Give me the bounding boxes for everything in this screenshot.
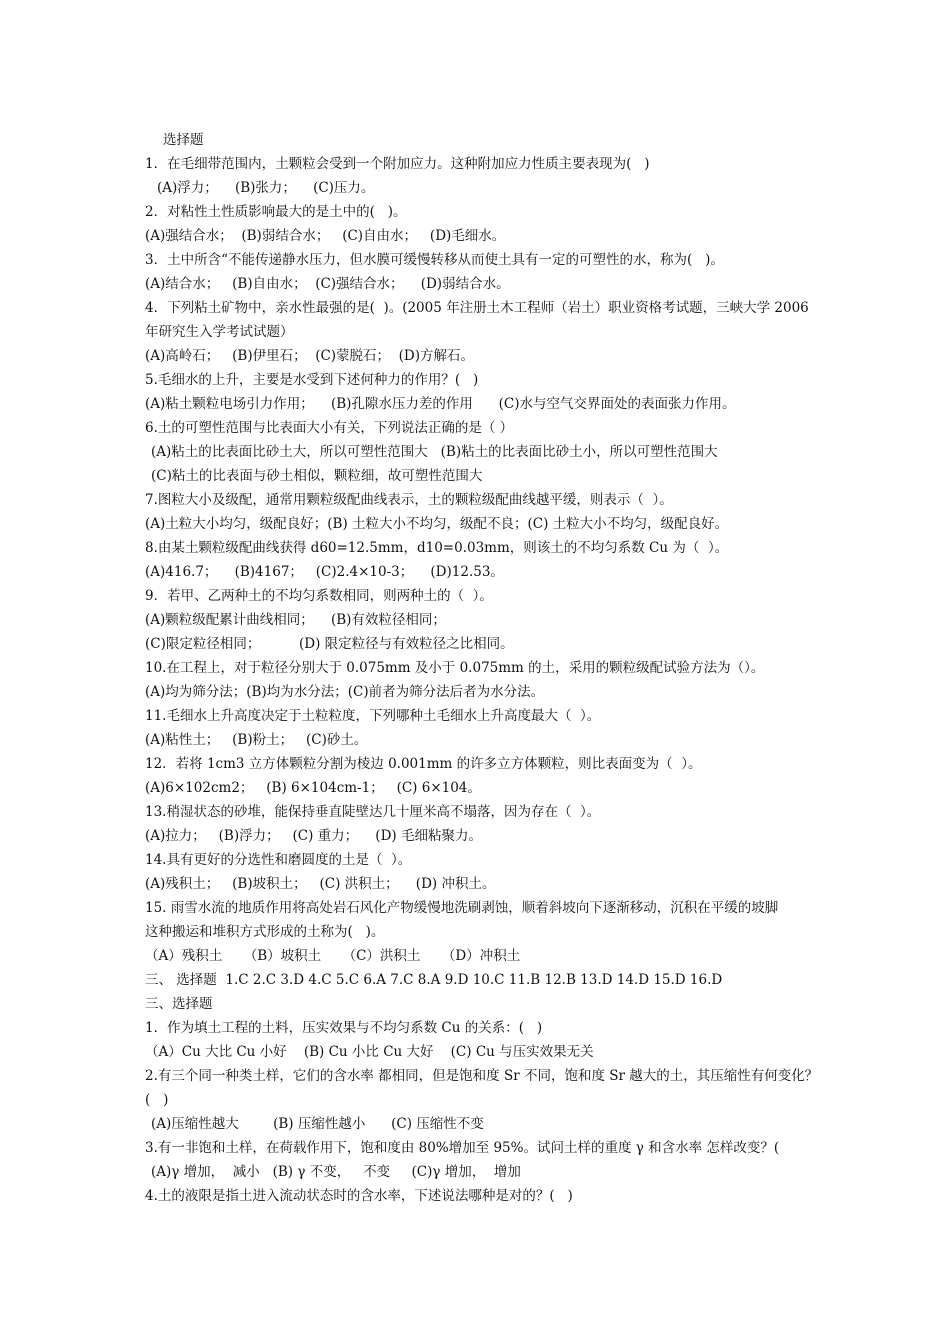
text-line: (A)粘性土； (B)粉土； (C)砂土。 [145,732,368,748]
text-line: 这种搬运和堆积方式形成的土称为( )。 [145,924,385,940]
text-line: (A)416.7； (B)4167； (C)2.4×10-3； (D)12.53。 [145,564,504,580]
text-line: 三、选择题 [145,996,213,1012]
text-line: 1．作为填土工程的土料，压实效果与不均匀系数 Cu 的关系：( ) [145,1020,543,1036]
text-line: (C)粘土的比表面与砂土相似，颗粒细，故可塑性范围大 [151,468,483,484]
text-line: (A)颗粒级配累计曲线相同； (B)有效粒径相同； [145,612,446,628]
text-line: 9．若甲、乙两种土的不均匀系数相同，则两种土的（ ）。 [145,588,493,604]
text-line: 12．若将 1cm3 立方体颗粒分割为棱边 0.001mm 的许多立方体颗粒，则比表面变为（ ）。 [145,756,702,772]
text-line: (A)结合水； (B)自由水； (C)强结合水； (D)弱结合水。 [145,276,510,292]
text-line: 10.在工程上，对于粒径分别大于 0.075mm 及小于 0.075mm 的土，采用的颗粒级配试验方法为（）。 [145,660,765,676]
text-line: 15. 雨雪水流的地质作用将高处岩石风化产物缓慢地洗刷剥蚀，顺着斜坡向下逐渐移动，沉积在平缓的坡脚 [145,900,779,916]
text-line: 5.毛细水的上升，主要是水受到下述何种力的作用？( ) [145,372,479,388]
text-line: (A)6×102cm2； (B) 6×104cm-1； (C) 6×104。 [145,780,481,796]
text-line: (C)限定粒径相同； (D) 限定粒径与有效粒径之比相同。 [145,636,514,652]
text-line: 4.土的液限是指土进入流动状态时的含水率，下述说法哪种是对的？( ) [145,1188,573,1204]
text-line: 1．在毛细带范围内，土颗粒会受到一个附加应力。这种附加应力性质主要表现为( ) [145,156,650,172]
text-line: (A)拉力； (B)浮力； (C) 重力； (D) 毛细粘聚力。 [145,828,482,844]
text-line: 年研究生入学考试试题） [145,324,294,340]
text-line: 7.图粒大小及级配，通常用颗粒级配曲线表示，土的颗粒级配曲线越平缓，则表示（ ）。 [145,492,673,508]
text-line: (A)高岭石； (B)伊里石； (C)蒙脱石； (D)方解石。 [145,348,474,364]
text-line: 8.由某土颗粒级配曲线获得 d60=12.5mm，d10=0.03mm，则该土的不均匀系数 Cu 为（ ）。 [145,540,729,556]
text-line: (A)γ 增加， 减小 (B) γ 不变， 不变 (C)γ 增加， 增加 [151,1164,521,1180]
text-line: 3.有一非饱和土样，在荷载作用下，饱和度由 80%增加至 95%。试问土样的重度 γ 和含水率 怎样改变？( [145,1140,780,1156]
text-line: 三、 选择题 1.C 2.C 3.D 4.C 5.C 6.A 7.C 8.A 9.D 10.C 11.B 12.B 13.D 14.D 15.D 16.D [145,972,723,988]
text-line: 3．土中所含“不能传递静水压力，但水膜可缓慢转移从而使土具有一定的可塑性的水，称为( )。 [145,252,724,268]
text-line: ( ) [145,1092,169,1108]
text-line: 14.具有更好的分选性和磨圆度的土是（ ）。 [145,852,412,868]
text-line: (A)强结合水； (B)弱结合水； (C)自由水； (D)毛细水。 [145,228,506,244]
text-line: (A)粘土的比表面比砂土大，所以可塑性范围大 (B)粘土的比表面比砂土小，所以可塑性范围大 [151,444,718,460]
text-line: 11.毛细水上升高度决定于土粒粒度，下列哪种土毛细水上升高度最大（ ）。 [145,708,601,724]
text-line: 2.有三个同一种类土样，它们的含水率 都相同，但是饱和度 Sr 不同，饱和度 Sr 越大的土，其压缩性有何变化？ [145,1068,819,1084]
text-line: (A)粘土颗粒电场引力作用； (B)孔隙水压力差的作用 (C)水与空气交界面处的表面张力作用。 [145,396,736,412]
text-line: 4．下列粘土矿物中，亲水性最强的是( )。(2005 年注册土木工程师（岩土）职业资格考试题，三峡大学 2006 [145,300,809,316]
text-line: (A)土粒大小均匀，级配良好；(B) 土粒大小不均匀，级配不良；(C) 土粒大小不均匀，级配良好。 [145,516,729,532]
text-line: (A)压缩性越大 (B) 压缩性越小 (C) 压缩性不变 [151,1116,484,1132]
text-line: 2．对粘性土性质影响最大的是土中的( )。 [145,204,407,220]
text-line: （A）Cu 大比 Cu 小好 (B) Cu 小比 Cu 大好 (C) Cu 与压实效果无关 [145,1044,594,1060]
text-line: 选择题 [163,132,204,148]
text-line: 13.稍湿状态的砂堆，能保持垂直陡壁达几十厘米高不塌落，因为存在（ ）。 [145,804,601,820]
document-body [145,128,825,1208]
text-line: (A)残积土； (B)坡积土； (C) 洪积土； (D) 冲积土。 [145,876,496,892]
text-line: （A）残积土 （B）坡积土 （C）洪积土 （D）冲积土 [145,948,521,964]
text-line: 6.土的可塑性范围与比表面大小有关，下列说法正确的是（ ） [145,420,514,436]
text-line: (A)均为筛分法；(B)均为水分法；(C)前者为筛分法后者为水分法。 [145,684,545,700]
text-line: (A)浮力； (B)张力； (C)压力。 [157,180,375,196]
